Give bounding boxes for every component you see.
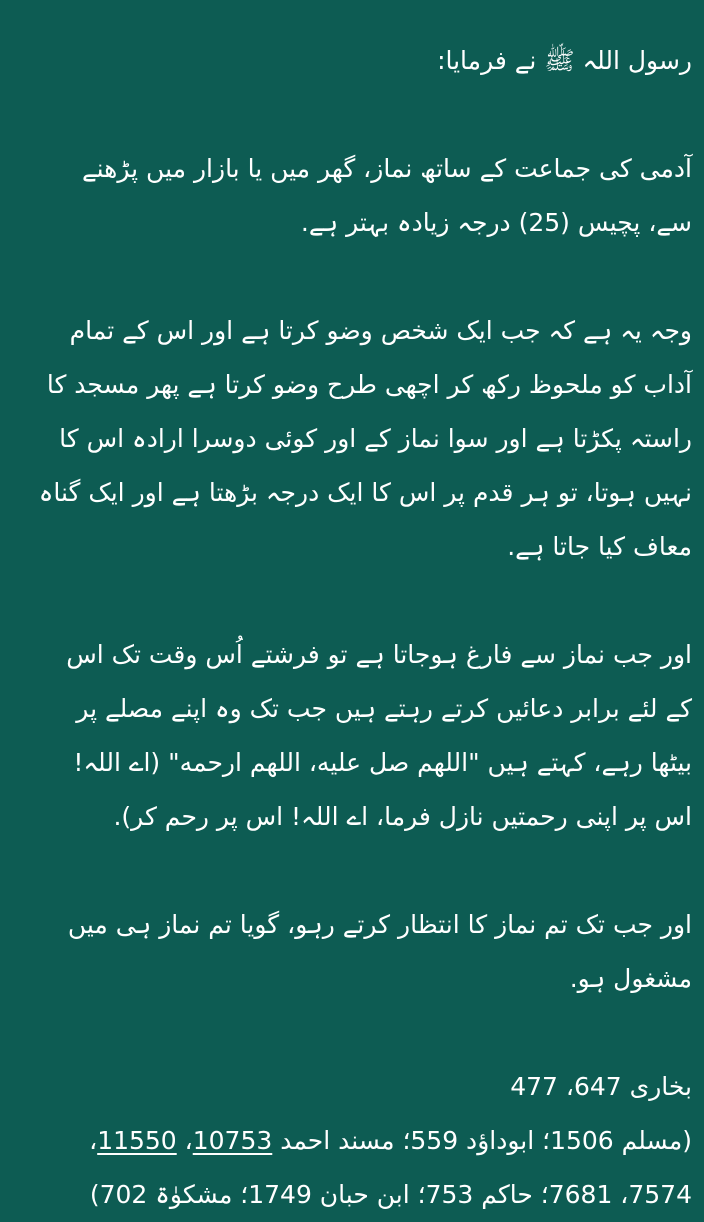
paragraph-gap <box>36 574 692 628</box>
reference-list-end: ، 7574، 7681؛ حاکم 753؛ ابن حبان 1749؛ مشکوٰۃ 702) <box>89 1126 692 1209</box>
post-body <box>36 34 692 1222</box>
reference-separator: ، <box>176 1126 193 1155</box>
musnad-ahmad-link-10753[interactable]: 10753 <box>192 1126 273 1155</box>
paragraph-3: اور جب نماز سے فارغ ہوجاتا ہے تو فرشتے اُس وقت تک اس کے لئے برابر دعائیں کرتے رہتے ہیں جب تک وہ اپنے مصلے پر بیٹھا رہے، کہتے ہیں "اللھم صل علیه، اللھم ارحمه" (اے اللہ! اس پر اپنی رحمتیں نازل فرما، اے اللہ! اس پر رحم کر). <box>66 640 692 831</box>
reference-list-start: (مسلم 1506؛ ابوداؤد 559؛ مسند احمد <box>272 1126 692 1155</box>
paragraph-2: وجہ یہ ہے کہ جب ایک شخص وضو کرتا ہے اور اس کے تمام آداب کو ملحوظ رکھ کر اچھی طرح وضو کرتا ہے پھر مسجد کا راستہ پکڑتا ہے اور سوا نماز کے اور کوئی دوسرا ارادہ اس کا نہیں ہوتا، تو ہر قدم پر اس کا ایک درجہ بڑھتا ہے اور ایک گناہ معاف کیا جاتا ہے. <box>38 316 692 561</box>
paragraph-gap <box>36 844 692 898</box>
paragraph-gap <box>36 250 692 304</box>
musnad-ahmad-link-11550[interactable]: 11550 <box>97 1126 177 1155</box>
intro-line: رسول اللہ ﷺ نے فرمایا: <box>437 46 692 75</box>
paragraph-gap <box>36 1006 692 1060</box>
reference-bukhari: بخاری 647، 477 <box>510 1072 692 1101</box>
reference-list <box>36 1114 692 1222</box>
paragraph-1: آدمی کی جماعت کے ساتھ نماز، گھر میں یا بازار میں پڑھنے سے، پچیس (25) درجہ زیادہ بہتر ہے. <box>81 154 692 237</box>
paragraph-4: اور جب تک تم نماز کا انتظار کرتے رہو، گویا تم نماز ہی میں مشغول ہو. <box>67 910 692 993</box>
paragraph-gap <box>36 88 692 142</box>
